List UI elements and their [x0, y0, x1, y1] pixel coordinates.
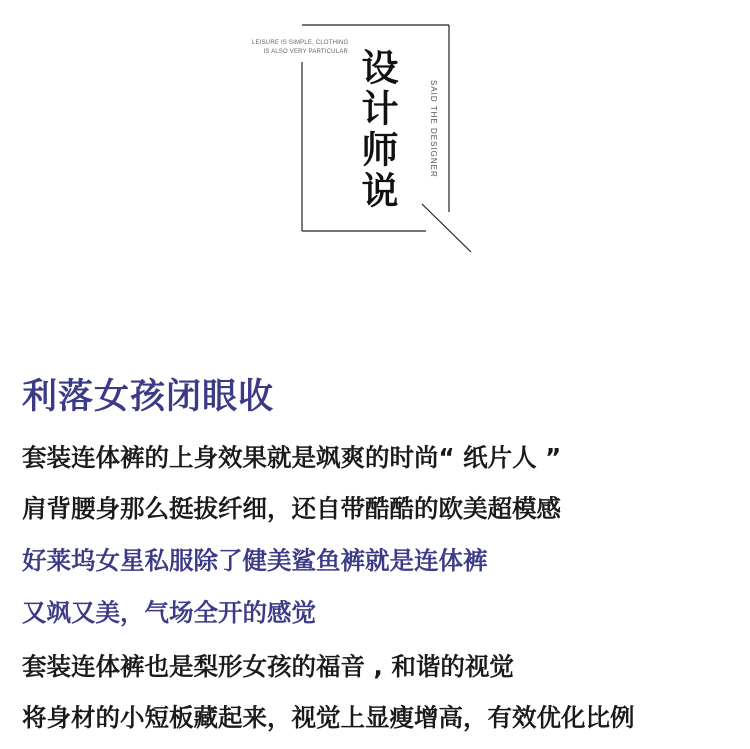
copy-line-3: 好莱坞女星私服除了健美鲨鱼裤就是连体裤	[22, 546, 488, 575]
emblem-tagline-line1: LEISURE IS SIMPLE, CLOTHING	[252, 40, 349, 46]
copy-line-4: 又飒又美，气场全开的感觉	[22, 598, 316, 627]
copy-line-6: 将身材的小短板藏起来，视觉上显瘦增高，有效优化比例	[22, 703, 635, 732]
designer-says-emblem	[0, 0, 750, 270]
frame-diagonal-line	[422, 204, 471, 252]
copy-line-5: 套装连体裤也是梨形女孩的福音 , 和谐的视觉	[22, 652, 514, 681]
emblem-tagline-line2: IS ALSO VERY PARTICULAR	[263, 49, 348, 55]
emblem-title: 设计师说	[355, 48, 398, 212]
copy-line-2: 肩背腰身那么挺拔纤细，还自带酷酷的欧美超模感	[22, 494, 561, 523]
section-headline: 利落女孩闭眼收	[22, 377, 275, 417]
emblem-side-text: SAID THE DESIGNER	[429, 80, 438, 178]
copy-line-1: 套装连体裤的上身效果就是飒爽的时尚“ 纸片人 ”	[22, 443, 562, 472]
